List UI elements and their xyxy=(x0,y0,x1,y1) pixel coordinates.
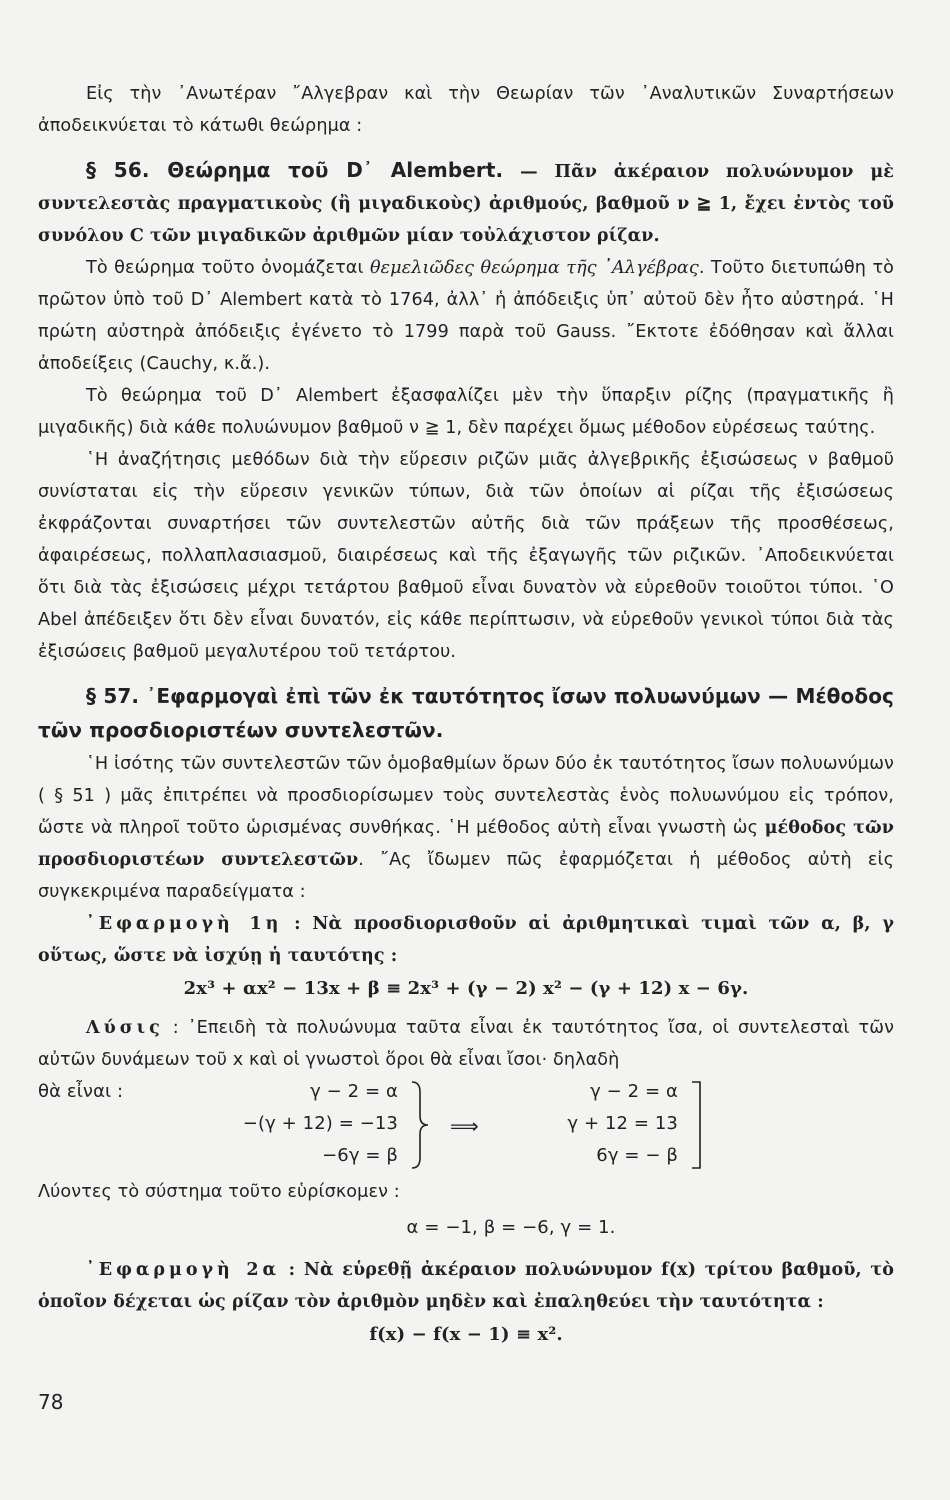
solution-result: α = −1, β = −6, γ = 1. xyxy=(406,1217,616,1238)
text-run: ῾Η ἰσότης τῶν συντελεστῶν τῶν ὁμοβαθμίων ὅρων δύο ἐκ ταυτότητος ἴσων πολυωνύμων ( § 51 ) μᾶς ἐπιτρέπει νὰ προσδιορίσωμεν τοὺς συντελεστὰς ἑνὸς πολυωνύμου εἰς τρόπον, ὥστε νὰ πληροῖ τοῦτο ὡρισμένας συνθήκας. ῾Η μέθοδος αὐτὴ εἶναι γνωστὴ ὡς xyxy=(38,754,894,838)
solution-paragraph xyxy=(38,1012,894,1076)
section-56-paragraph-3: ῾Η ἀναζήτησις μεθόδων διὰ τὴν εὕρεσιν ριζῶν μιᾶς ἀλγεβρικῆς ἐξισώσεως ν βαθμοῦ συνίσταται εἰς τὴν εὕρεσιν γενικῶν τύπων, διὰ τῶν ὁποίων αἱ ρίζαι τῆς ἐξισώσεως ἐκφράζονται συναρτήσει τῶν συντελεστῶν αὐτῆς διὰ τῶν πράξεων τῆς προσθέσεως, ἀφαιρέσεως, πολλαπλασιασμοῦ, διαιρέσεως καὶ τῆς ἐξαγωγῆς τῶν ριζικῶν. ᾿Αποδεικνύεται ὅτι διὰ τὰς ἐξισώσεις μέχρι τετάρτου βαθμοῦ εἶναι δυνατὸν νὰ εὑρεθοῦν τοιοῦτοι τύποι. ῾Ο Abel ἀπέδειξεν ὅτι δὲν εἶναι δυνατόν, εἰς κάθε περίπτωσιν, νὰ εὑρεθοῦν γενικοὶ τύποι διὰ τὰς ἐξισώσεις βαθμοῦ μεγαλυτέρου τοῦ τετάρτου. xyxy=(38,450,894,662)
solution-text: : ᾿Επειδὴ τὰ πολυώνυμα ταῦτα εἶναι ἐκ ταυτότητος ἴσα, οἱ συντελεσταὶ τῶν αὐτῶν δυνάμεων τοῦ x καὶ οἱ γνωστοὶ ὅροι θὰ εἶναι ἴσοι· δηλαδὴ xyxy=(38,1018,894,1070)
section-56-statement xyxy=(38,154,894,252)
application-1-text: : Νὰ προσδιορισθοῦν αἱ ἀριθμητικαὶ τιμαὶ τῶν α, β, γ οὕτως, ὥστε νὰ ἰσχύῃ ἡ ταυτότης : xyxy=(38,914,894,966)
solve-paragraph: Λύοντες τὸ σύστημα τοῦτο εὑρίσκομεν : xyxy=(38,1182,400,1202)
text-run: . Τοῦτο διετυπώθη τὸ πρῶτον ὑπὸ τοῦ D᾿ Alembert κατὰ τὸ 1764, ἀλλ᾿ ἡ ἀπόδειξις ὑπ᾿ αὐτοῦ δὲν ἦτο αὐστηρά. ῾Η πρώτη αὐστηρὰ ἀπόδειξις ἐγένετο τὸ 1799 παρὰ τοῦ Gauss. ῎Εκτοτε ἐδόθησαν καὶ ἄλλαι ἀποδείξεις (Cauchy, κ.ἄ.). xyxy=(38,258,894,374)
solution-label: Λύσις xyxy=(86,1018,164,1038)
application-2-equation: f(x) − f(x − 1) ≡ x². xyxy=(369,1324,563,1345)
system-right-column xyxy=(498,1076,678,1172)
section-57-heading-line xyxy=(38,680,894,748)
section-56-heading: § 56. Θεώρημα τοῦ D᾿ Alembert. xyxy=(86,158,504,182)
application-1-statement xyxy=(38,908,894,972)
system-right-row: 6γ = − β xyxy=(596,1145,678,1166)
system-left-row: γ − 2 = α xyxy=(310,1081,398,1102)
system-right-row: γ − 2 = α xyxy=(590,1081,678,1102)
application-1-label: ᾿Εφαρμογὴ 1η xyxy=(86,914,283,934)
equation-system xyxy=(38,1076,894,1176)
spacer xyxy=(38,142,894,154)
intro-paragraph: Εἰς τὴν ᾿Ανωτέραν ῎Αλγεβραν καὶ τὴν Θεωρίαν τῶν ᾿Αναλυτικῶν Συναρτήσεων ἀποδεικνύεται τὸ κάτωθι θεώρημα : xyxy=(38,84,894,136)
theorem-text: — Πᾶν ἀκέραιον πολυώνυμον μὲ συντελεστὰς πραγματικοὺς (ἢ μιγαδικοὺς) ἀριθμούς, βαθμοῦ ν ≧ 1, ἔχει ἐντὸς τοῦ συνόλου C τῶν μιγαδικῶν ἀριθμῶν μίαν τοὐλάχιστον ρίζαν. xyxy=(38,162,894,246)
system-label: θὰ εἶναι : xyxy=(38,1081,124,1102)
theorem-name: θεμελιῶδες θεώρημα τῆς ᾿Αλγέβρας xyxy=(369,258,699,278)
right-brace-icon xyxy=(410,1080,430,1170)
system-left-column xyxy=(198,1076,398,1172)
section-57-paragraph-1 xyxy=(38,748,894,908)
application-2-label: ᾿Εφαρμογὴ 2α xyxy=(86,1260,280,1280)
text-run: Τὸ θεώρημα τοῦτο ὀνομάζεται xyxy=(86,258,370,278)
implies-arrow-icon: ⟹ xyxy=(450,1114,479,1138)
section-56-paragraph-2: Τὸ θεώρημα τοῦ D᾿ Alembert ἐξασφαλίζει μὲν τὴν ὕπαρξιν ρίζης (πραγματικῆς ἢ μιγαδικῆς) διὰ κάθε πολυώνυμον βαθμοῦ ν ≧ 1, δὲν παρέχει ὅμως μέθοδον εὑρέσεως ταύτης. xyxy=(38,386,894,438)
application-1-equation: 2x³ + αx² − 13x + β ≡ 2x³ + (γ − 2) x² − (γ + 12) x − 6γ. xyxy=(183,978,749,999)
section-57-heading: § 57. ᾿Εφαρμογαὶ ἐπὶ τῶν ἐκ ταυτότητος ἴσων πολυωνύμων — Μέθοδος τῶν προσδιοριστέων συντελεστῶν. xyxy=(38,684,894,742)
application-2-statement xyxy=(38,1254,894,1318)
page-number: 78 xyxy=(38,1390,64,1414)
application-2-text: : Νὰ εὑρεθῇ ἀκέραιον πολυώνυμον f(x) τρίτου βαθμοῦ, τὸ ὁποῖον δέχεται ὡς ρίζαν τὸν ἀριθμὸν μηδὲν καὶ ἐπαληθεύει τὴν ταυτότητα : xyxy=(38,1260,894,1312)
section-56-paragraph-1 xyxy=(38,252,894,380)
method-name: μέθοδος τῶν προσδιοριστέων συντελεστῶν xyxy=(38,818,894,870)
system-left-row: −6γ = β xyxy=(322,1145,398,1166)
right-bracket-icon xyxy=(690,1080,704,1170)
text-run: . ῎Ας ἴδωμεν πῶς ἐφαρμόζεται ἡ μέθοδος αὐτὴ εἰς συγκεκριμένα παραδείγματα : xyxy=(38,850,895,902)
system-left-row: −(γ + 12) = −13 xyxy=(242,1113,398,1134)
page-content xyxy=(38,78,894,1352)
spacer xyxy=(38,668,894,680)
system-right-row: γ + 12 = 13 xyxy=(567,1113,678,1134)
